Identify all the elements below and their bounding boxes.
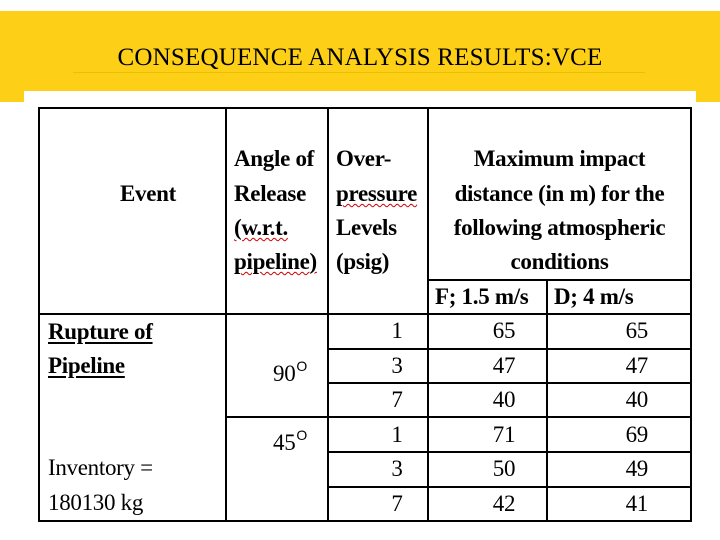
cell-d: 41 xyxy=(625,491,648,516)
cell-f: 40 xyxy=(492,387,516,412)
degree-symbol: O xyxy=(296,427,307,443)
header-impact-line-3: following atmospheric xyxy=(453,215,666,240)
header-angle-line-1: Angle of xyxy=(234,146,315,171)
header-event: Event xyxy=(120,181,177,206)
cell-d: 47 xyxy=(625,353,648,378)
angle-value-45 xyxy=(273,418,307,460)
cell-f: 50 xyxy=(492,456,516,481)
table-border-top xyxy=(38,107,692,109)
cell-overpressure: 7 xyxy=(391,387,403,412)
event-label-line-2: Pipeline xyxy=(48,353,125,378)
header-angle-line-2: Release xyxy=(234,181,306,206)
slide-title: CONSEQUENCE ANALYSIS RESULTS:VCE xyxy=(117,44,603,71)
angle-number: 45 xyxy=(273,430,296,455)
header-condition-d: D; 4 m/s xyxy=(554,284,634,309)
cell-d: 40 xyxy=(625,387,648,412)
header-angle-line-3: (w.r.t. xyxy=(234,215,288,240)
results-table-image xyxy=(38,107,692,522)
cell-overpressure: 1 xyxy=(391,318,403,343)
degree-symbol: O xyxy=(296,358,307,374)
inventory-label-line-1: Inventory = xyxy=(48,455,153,480)
header-overpressure-line-1: Over- xyxy=(336,146,392,171)
cell-d: 65 xyxy=(625,318,648,343)
results-table xyxy=(38,107,692,522)
angle-value-90 xyxy=(273,349,307,391)
cell-overpressure: 3 xyxy=(391,456,403,481)
cell-overpressure: 3 xyxy=(391,353,403,378)
event-label-line-1: Rupture of xyxy=(48,319,153,344)
header-impact-line-2: distance (in m) for the xyxy=(454,181,665,206)
cell-d: 69 xyxy=(625,422,648,447)
cell-f: 71 xyxy=(492,422,516,447)
header-impact-line-4: conditions xyxy=(510,249,609,274)
angle-number: 90 xyxy=(273,361,296,386)
header-condition-f: F; 1.5 m/s xyxy=(435,284,529,309)
cell-f: 47 xyxy=(492,353,516,378)
inventory-label-line-2: 180130 kg xyxy=(48,490,144,515)
header-impact-line-1: Maximum impact xyxy=(473,146,646,171)
title-underline xyxy=(73,72,645,73)
cell-d: 49 xyxy=(625,456,648,481)
header-overpressure-line-2: pressure xyxy=(336,181,418,206)
cell-f: 65 xyxy=(492,318,516,343)
cell-overpressure: 1 xyxy=(391,422,403,447)
header-angle-line-4: pipeline) xyxy=(234,249,317,274)
cell-overpressure: 7 xyxy=(391,491,403,516)
cell-f: 42 xyxy=(492,491,516,516)
header-overpressure-line-4: (psig) xyxy=(336,249,390,274)
header-overpressure-line-3: Levels xyxy=(336,215,397,240)
